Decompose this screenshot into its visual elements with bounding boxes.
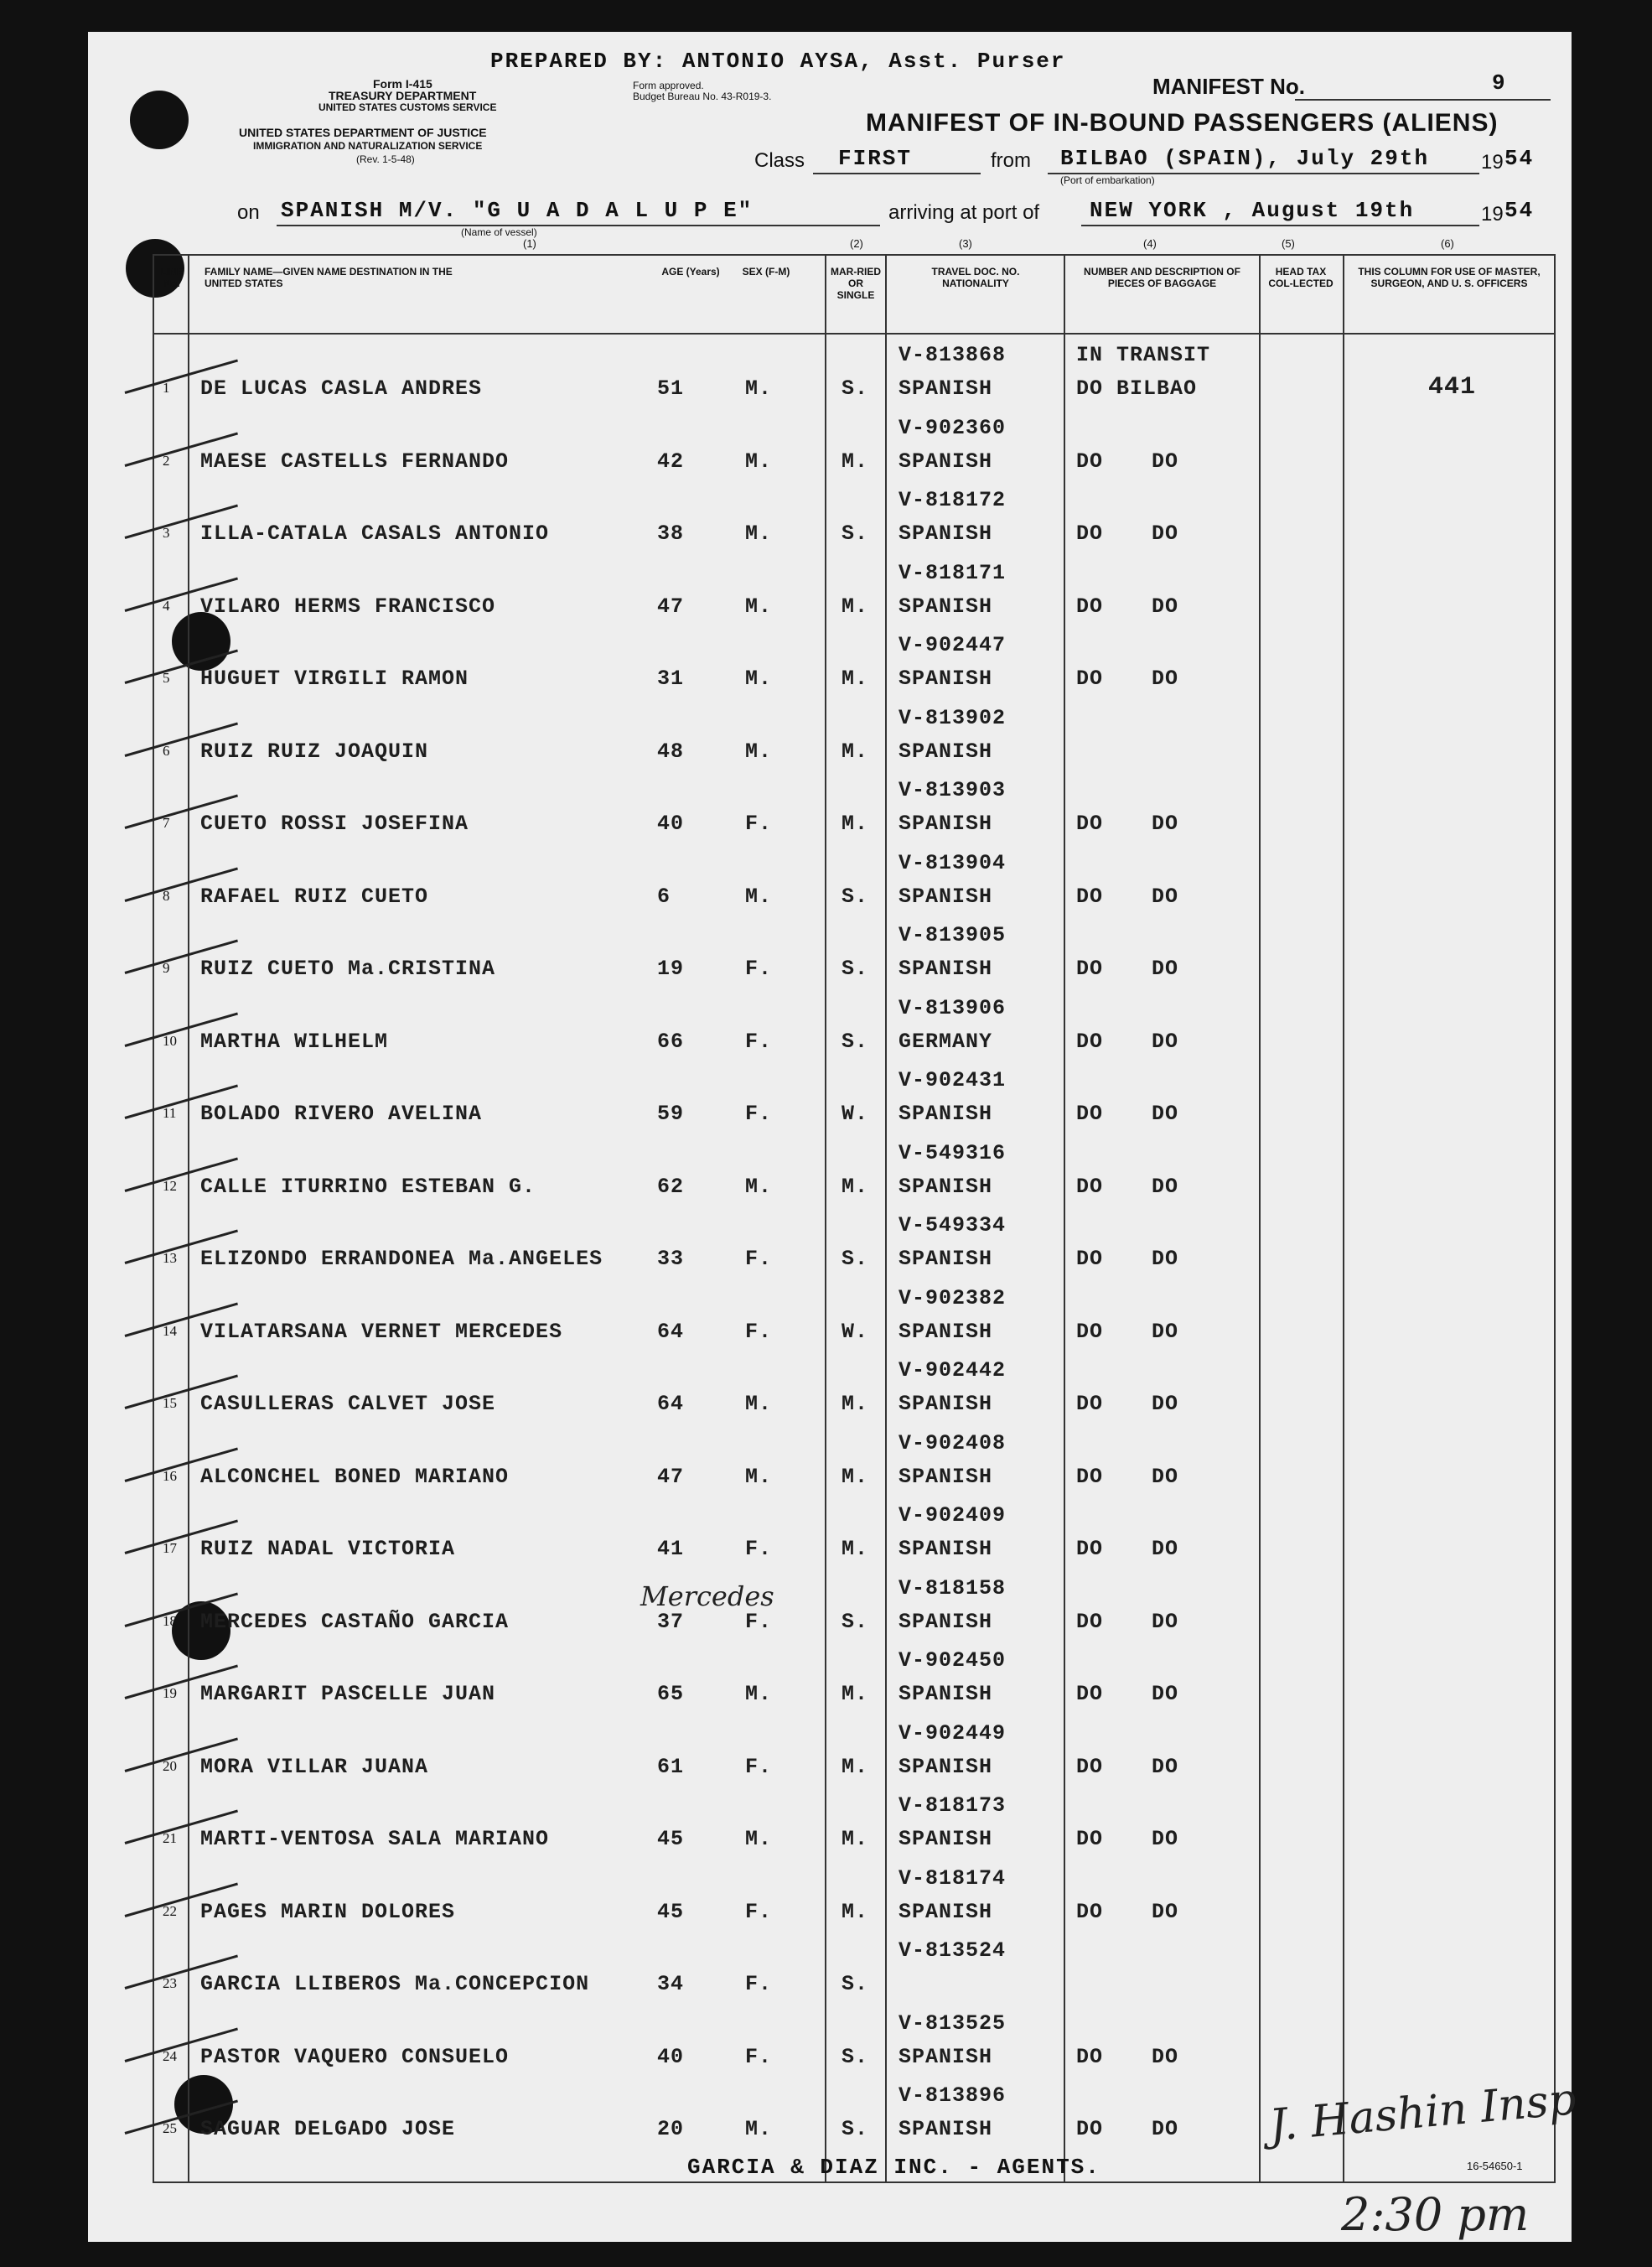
travel-doc: V-813902 — [899, 705, 1007, 730]
passenger-sex: M. — [745, 1392, 773, 1416]
col-number: (4) — [1143, 237, 1157, 250]
passenger-age: 59 — [657, 1102, 685, 1126]
passenger-age: 45 — [657, 1899, 685, 1924]
passenger-sex: F. — [745, 1899, 773, 1924]
nationality: SPANISH — [899, 1102, 993, 1126]
baggage-1: DO — [1076, 667, 1104, 691]
baggage-2: DO — [1152, 1392, 1179, 1416]
on-label: on — [237, 201, 260, 224]
nationality: SPANISH — [899, 812, 993, 836]
baggage-1: DO — [1076, 1537, 1104, 1561]
nationality: SPANISH — [899, 884, 993, 909]
passenger-sex: M. — [745, 667, 773, 691]
prepared-by: PREPARED BY: ANTONIO AYSA, Asst. Purser — [490, 49, 1066, 74]
marital-status: M. — [842, 1682, 869, 1706]
baggage-2: DO — [1152, 1537, 1179, 1561]
budget-bureau: Budget Bureau No. 43-R019-3. — [633, 91, 772, 102]
baggage-2: DO — [1152, 1029, 1179, 1054]
passenger-age: 38 — [657, 521, 685, 546]
nationality: GERMANY — [899, 1029, 993, 1054]
passenger-name: MARTI-VENTOSA SALA MARIANO — [200, 1827, 550, 1851]
baggage-2: DO — [1152, 812, 1179, 836]
class-value: FIRST — [838, 146, 913, 171]
passenger-name: GARCIA LLIBEROS Ma.CONCEPCION — [200, 1972, 590, 1996]
travel-doc: V-813896 — [899, 2083, 1007, 2108]
col-age: AGE (Years) — [661, 266, 720, 278]
marital-status: M. — [842, 594, 869, 619]
line-number: 12 — [163, 1177, 177, 1194]
line-number: 15 — [163, 1395, 177, 1411]
passenger-sex: F. — [745, 1102, 773, 1126]
table-row — [154, 630, 1554, 702]
line-number: 25 — [163, 2120, 177, 2136]
passenger-sex: M. — [745, 449, 773, 474]
passenger-name: CUETO ROSSI JOSEFINA — [200, 812, 469, 836]
travel-doc: V-902408 — [899, 1430, 1007, 1455]
passenger-age: 31 — [657, 667, 685, 691]
baggage-1: DO — [1076, 1174, 1104, 1199]
form-number: Form I-415 — [373, 77, 432, 91]
passenger-name: BOLADO RIVERO AVELINA — [200, 1102, 483, 1126]
travel-doc: V-549316 — [899, 1140, 1007, 1165]
passenger-age: 47 — [657, 594, 685, 619]
col-number: (3) — [959, 237, 972, 250]
nationality: SPANISH — [899, 594, 993, 619]
embarkation: BILBAO (SPAIN), July 29th — [1060, 146, 1430, 171]
nationality: SPANISH — [899, 521, 993, 546]
col-line: LINE No. — [160, 266, 184, 289]
baggage-2: DO — [1152, 2044, 1179, 2069]
passenger-sex: M. — [745, 1464, 773, 1489]
baggage-2: DO — [1152, 449, 1179, 474]
handwritten-time: 2:30 pm — [1341, 2188, 1530, 2241]
marital-status: M. — [842, 667, 869, 691]
travel-doc: V-902382 — [899, 1285, 1007, 1310]
nationality: SPANISH — [899, 1392, 993, 1416]
nationality: SPANISH — [899, 957, 993, 981]
table-row — [154, 1138, 1554, 1210]
passenger-age: 20 — [657, 2117, 685, 2141]
baggage-2: DO — [1152, 594, 1179, 619]
line-number: 10 — [163, 1032, 177, 1049]
travel-doc: V-813868 — [899, 343, 1007, 367]
col-tax: HEAD TAX COL-LECTED — [1268, 266, 1334, 289]
officer-note: 441 — [1428, 373, 1477, 402]
nationality: SPANISH — [899, 739, 993, 764]
year-prefix: 19 — [1481, 151, 1504, 174]
passenger-age: 66 — [657, 1029, 685, 1054]
line-number: 8 — [163, 887, 170, 904]
travel-doc: V-902431 — [899, 1068, 1007, 1092]
baggage-1: DO — [1076, 1609, 1104, 1634]
passenger-sex: F. — [745, 1319, 773, 1344]
travel-doc: V-813903 — [899, 778, 1007, 802]
arrival-year-prefix: 19 — [1481, 203, 1504, 226]
table-row — [154, 1500, 1554, 1572]
nationality: SPANISH — [899, 1827, 993, 1851]
table-row — [154, 2008, 1554, 2080]
passenger-sex: F. — [745, 1609, 773, 1634]
marital-status: S. — [842, 957, 869, 981]
nationality: SPANISH — [899, 2117, 993, 2141]
line-number: 14 — [163, 1322, 177, 1339]
passenger-sex: F. — [745, 1537, 773, 1561]
nationality: SPANISH — [899, 1537, 993, 1561]
col-number: (5) — [1282, 237, 1295, 250]
nationality: SPANISH — [899, 1247, 993, 1271]
col-number: (6) — [1441, 237, 1454, 250]
passenger-age: 61 — [657, 1754, 685, 1779]
passenger-name: MERCEDES CASTAÑO GARCIA — [200, 1609, 510, 1634]
passenger-name: RUIZ RUIZ JOAQUIN — [200, 739, 429, 764]
travel-doc: V-818158 — [899, 1575, 1007, 1600]
form-approved: Form approved. — [633, 80, 704, 91]
table-row — [154, 1210, 1554, 1282]
line-number: 23 — [163, 1975, 177, 1991]
baggage-1: DO — [1076, 1247, 1104, 1271]
baggage-2: DO BILBAO — [1076, 376, 1198, 401]
col-officers: THIS COLUMN FOR USE OF MASTER, SURGEON, AND U. S. OFFICERS — [1358, 266, 1541, 289]
line-number: 21 — [163, 1830, 177, 1846]
baggage-1: DO — [1076, 1319, 1104, 1344]
passenger-name: MARGARIT PASCELLE JUAN — [200, 1682, 496, 1706]
customs-service: UNITED STATES CUSTOMS SERVICE — [318, 101, 497, 113]
line-number: 17 — [163, 1540, 177, 1556]
passenger-name: MAESE CASTELLS FERNANDO — [200, 449, 510, 474]
line-number: 2 — [163, 452, 170, 469]
passenger-sex: F. — [745, 1029, 773, 1054]
line-number: 11 — [163, 1105, 177, 1121]
nationality: SPANISH — [899, 376, 993, 401]
line-number: 22 — [163, 1902, 177, 1919]
baggage-2: DO — [1152, 957, 1179, 981]
line-number: 4 — [163, 597, 170, 614]
passenger-sex: M. — [745, 884, 773, 909]
travel-doc: V-818173 — [899, 1793, 1007, 1818]
travel-doc: V-902447 — [899, 633, 1007, 657]
baggage-2: DO — [1152, 1609, 1179, 1634]
manifest-no-label: MANIFEST No. — [1152, 74, 1305, 99]
passenger-name: CALLE ITURRINO ESTEBAN G. — [200, 1174, 536, 1199]
passenger-sex: M. — [745, 1174, 773, 1199]
baggage-1: DO — [1076, 594, 1104, 619]
line-number: 5 — [163, 670, 170, 686]
passenger-name: PASTOR VAQUERO CONSUELO — [200, 2044, 510, 2069]
passenger-age: 51 — [657, 376, 685, 401]
baggage-2: DO — [1152, 1464, 1179, 1489]
passenger-age: 6 — [657, 884, 671, 909]
passenger-table — [153, 237, 1578, 2183]
passenger-age: 45 — [657, 1827, 685, 1851]
nationality: SPANISH — [899, 1319, 993, 1344]
line-number: 24 — [163, 2047, 177, 2064]
travel-doc: V-818172 — [899, 488, 1007, 512]
passenger-name: DE LUCAS CASLA ANDRES — [200, 376, 483, 401]
col-baggage: NUMBER AND DESCRIPTION OF PIECES OF BAGGAGE — [1084, 266, 1240, 289]
table-row — [154, 340, 1554, 412]
passenger-name: CASULLERAS CALVET JOSE — [200, 1392, 496, 1416]
table-row — [154, 1718, 1554, 1790]
passenger-name: ELIZONDO ERRANDONEA Ma.ANGELES — [200, 1247, 603, 1271]
passenger-name: ALCONCHEL BONED MARIANO — [200, 1464, 510, 1489]
nationality: SPANISH — [899, 449, 993, 474]
arrival-port: NEW YORK , August 19th — [1090, 198, 1415, 223]
line-number: 13 — [163, 1250, 177, 1266]
from-label: from — [991, 149, 1031, 172]
passenger-age: 64 — [657, 1319, 685, 1344]
baggage-2: DO — [1152, 884, 1179, 909]
passenger-sex: F. — [745, 2044, 773, 2069]
col-travel: TRAVEL DOC. NO. NATIONALITY — [931, 266, 1020, 289]
travel-doc: V-813906 — [899, 995, 1007, 1020]
baggage-1: DO — [1076, 2117, 1104, 2141]
baggage-2: DO — [1152, 1682, 1179, 1706]
marital-status: S. — [842, 1029, 869, 1054]
marital-status: M. — [842, 1754, 869, 1779]
passenger-sex: M. — [745, 594, 773, 619]
passenger-age: 64 — [657, 1392, 685, 1416]
passenger-name: RUIZ CUETO Ma.CRISTINA — [200, 957, 496, 981]
col-married: MAR-RIED OR SINGLE — [831, 266, 881, 301]
table-row — [154, 1645, 1554, 1717]
baggage-1: DO — [1076, 449, 1104, 474]
passenger-name: PAGES MARIN DOLORES — [200, 1899, 456, 1924]
agents-footer: GARCIA & DIAZ INC. - AGENTS. — [687, 2155, 1100, 2180]
marital-status: M. — [842, 1537, 869, 1561]
passenger-age: 37 — [657, 1609, 685, 1634]
embark-caption: (Port of embarkation) — [1060, 174, 1155, 186]
travel-doc: V-902449 — [899, 1720, 1007, 1746]
passenger-sex: F. — [745, 957, 773, 981]
col-number: (2) — [850, 237, 863, 250]
nationality: SPANISH — [899, 2044, 993, 2069]
baggage-2: DO — [1152, 1247, 1179, 1271]
passenger-sex: M. — [745, 2117, 773, 2141]
marital-status: S. — [842, 2044, 869, 2069]
table-row — [154, 558, 1554, 630]
table-row — [154, 485, 1554, 557]
line-number: 6 — [163, 742, 170, 759]
year-value: 54 — [1504, 146, 1535, 171]
baggage-1: DO — [1076, 884, 1104, 909]
col-sex: SEX (F-M) — [742, 266, 790, 278]
marital-status: W. — [842, 1102, 869, 1126]
nationality: SPANISH — [899, 1682, 993, 1706]
marital-status: S. — [842, 884, 869, 909]
passenger-name: VILATARSANA VERNET MERCEDES — [200, 1319, 563, 1344]
passenger-age: 41 — [657, 1537, 685, 1561]
revision: (Rev. 1-5-48) — [356, 153, 415, 165]
passenger-age: 33 — [657, 1247, 685, 1271]
ins-service: IMMIGRATION AND NATURALIZATION SERVICE — [253, 140, 483, 152]
line-number: 3 — [163, 525, 170, 541]
travel-doc: V-549334 — [899, 1213, 1007, 1237]
nationality: SPANISH — [899, 1464, 993, 1489]
passenger-name: SAGUAR DELGADO JOSE — [200, 2117, 456, 2141]
marital-status: S. — [842, 1247, 869, 1271]
table-row — [154, 920, 1554, 992]
nationality: SPANISH — [899, 667, 993, 691]
baggage-2: DO — [1152, 667, 1179, 691]
travel-doc: V-813524 — [899, 1938, 1007, 1963]
line-number: 19 — [163, 1685, 177, 1701]
punch-hole — [130, 91, 189, 149]
passenger-age: 42 — [657, 449, 685, 474]
table-row — [154, 1573, 1554, 1645]
passenger-name: VILARO HERMS FRANCISCO — [200, 594, 496, 619]
travel-doc: V-902442 — [899, 1358, 1007, 1383]
baggage-2: DO — [1152, 1319, 1179, 1344]
line-number: 16 — [163, 1467, 177, 1484]
passenger-sex: M. — [745, 739, 773, 764]
passenger-name: HUGUET VIRGILI RAMON — [200, 667, 469, 691]
passenger-age: 62 — [657, 1174, 685, 1199]
marital-status: M. — [842, 812, 869, 836]
marital-status: W. — [842, 1319, 869, 1344]
passenger-age: 34 — [657, 1972, 685, 1996]
table-row — [154, 412, 1554, 485]
nationality: SPANISH — [899, 1609, 993, 1634]
passenger-sex: M. — [745, 376, 773, 401]
baggage-1: DO — [1076, 1682, 1104, 1706]
table-row — [154, 1283, 1554, 1355]
manifest-no: 9 — [1492, 70, 1507, 96]
baggage-1: DO — [1076, 521, 1104, 546]
baggage-2: DO — [1152, 1754, 1179, 1779]
passenger-sex: F. — [745, 1972, 773, 1996]
line-number: 1 — [163, 380, 170, 396]
baggage-2: DO — [1152, 2117, 1179, 2141]
form-code: 16-54650-1 — [1467, 2160, 1523, 2172]
marital-status: M. — [842, 1174, 869, 1199]
baggage-1: DO — [1076, 1464, 1104, 1489]
table-row — [154, 703, 1554, 775]
table-row — [154, 775, 1554, 847]
passenger-name: MORA VILLAR JUANA — [200, 1754, 429, 1779]
travel-doc: V-818171 — [899, 560, 1007, 585]
arriving-label: arriving at port of — [888, 201, 1040, 224]
baggage-1: DO — [1076, 1899, 1104, 1924]
baggage-2: DO — [1152, 1102, 1179, 1126]
nationality: SPANISH — [899, 1754, 993, 1779]
passenger-age: 65 — [657, 1682, 685, 1706]
marital-status: S. — [842, 2117, 869, 2141]
table-row — [154, 1428, 1554, 1500]
marital-status: M. — [842, 1899, 869, 1924]
class-label: Class — [754, 149, 805, 172]
marital-status: S. — [842, 1972, 869, 1996]
travel-doc: V-818174 — [899, 1865, 1007, 1891]
passenger-name: MARTHA WILHELM — [200, 1029, 389, 1054]
passenger-age: 19 — [657, 957, 685, 981]
handwritten-signature: J. Hashin Insp — [1267, 2074, 1578, 2151]
table-row — [154, 1355, 1554, 1427]
table-row — [154, 1863, 1554, 1935]
baggage-1: DO — [1076, 1392, 1104, 1416]
passenger-age: 40 — [657, 812, 685, 836]
col-number: (1) — [523, 237, 536, 250]
line-number: 9 — [163, 960, 170, 976]
vessel-caption: (Name of vessel) — [461, 226, 537, 238]
baggage-1: DO — [1076, 812, 1104, 836]
baggage-1: DO — [1076, 957, 1104, 981]
passenger-sex: M. — [745, 1682, 773, 1706]
nationality: SPANISH — [899, 1174, 993, 1199]
passenger-sex: F. — [745, 812, 773, 836]
table-row — [154, 1790, 1554, 1862]
travel-doc: V-813904 — [899, 850, 1007, 875]
marital-status: S. — [842, 1609, 869, 1634]
travel-doc: V-902360 — [899, 415, 1007, 440]
table-row — [154, 1065, 1554, 1137]
baggage-2: DO — [1152, 1174, 1179, 1199]
col-name: FAMILY NAME—GIVEN NAME DESTINATION IN THE UNITED STATES — [205, 266, 453, 289]
manifest-title: MANIFEST OF IN-BOUND PASSENGERS (ALIENS) — [866, 109, 1499, 137]
marital-status: S. — [842, 376, 869, 401]
baggage-2: DO — [1152, 1899, 1179, 1924]
treasury-dept: TREASURY DEPARTMENT — [329, 89, 477, 102]
table-row — [154, 1935, 1554, 2007]
vessel-name: SPANISH M/V. "G U A D A L U P E" — [281, 198, 753, 223]
passenger-name: RAFAEL RUIZ CUETO — [200, 884, 429, 909]
passenger-age: 40 — [657, 2044, 685, 2069]
justice-dept: UNITED STATES DEPARTMENT OF JUSTICE — [239, 126, 487, 139]
baggage-1: DO — [1076, 1102, 1104, 1126]
passenger-age: 47 — [657, 1464, 685, 1489]
passenger-name: ILLA-CATALA CASALS ANTONIO — [200, 521, 550, 546]
travel-doc: V-813525 — [899, 2010, 1007, 2036]
baggage-1: IN TRANSIT — [1076, 343, 1211, 367]
table-row — [154, 993, 1554, 1065]
baggage-2: DO — [1152, 1827, 1179, 1851]
line-number: 18 — [163, 1612, 177, 1629]
baggage-1: DO — [1076, 1754, 1104, 1779]
baggage-1: DO — [1076, 1827, 1104, 1851]
baggage-2: DO — [1152, 521, 1179, 546]
travel-doc: V-813905 — [899, 923, 1007, 947]
passenger-sex: F. — [745, 1247, 773, 1271]
marital-status: M. — [842, 1464, 869, 1489]
passenger-sex: F. — [745, 1754, 773, 1779]
marital-status: M. — [842, 1392, 869, 1416]
passenger-sex: M. — [745, 521, 773, 546]
baggage-1: DO — [1076, 2044, 1104, 2069]
passenger-name: RUIZ NADAL VICTORIA — [200, 1537, 456, 1561]
line-number: 20 — [163, 1757, 177, 1774]
arrival-year: 54 — [1504, 198, 1535, 223]
travel-doc: V-902409 — [899, 1503, 1007, 1528]
nationality: SPANISH — [899, 1899, 993, 1924]
table-row — [154, 848, 1554, 920]
marital-status: S. — [842, 521, 869, 546]
marital-status: M. — [842, 449, 869, 474]
passenger-age: 48 — [657, 739, 685, 764]
baggage-1: DO — [1076, 1029, 1104, 1054]
travel-doc: V-902450 — [899, 1648, 1007, 1673]
handwritten-mercedes: Mercedes — [640, 1580, 774, 1612]
passenger-sex: M. — [745, 1827, 773, 1851]
marital-status: M. — [842, 1827, 869, 1851]
marital-status: M. — [842, 739, 869, 764]
line-number: 7 — [163, 815, 170, 831]
